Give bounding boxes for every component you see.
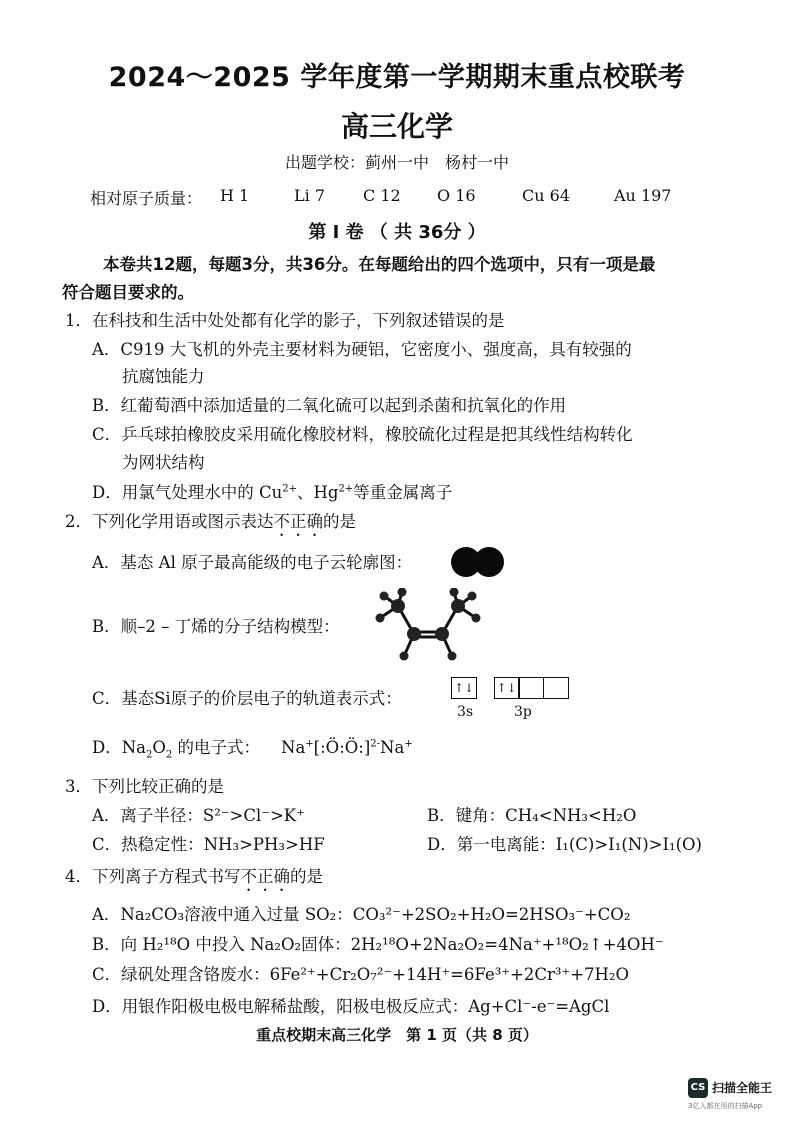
- section-intro-1: 本卷共12题，每题3分，共36分。在每题给出的四个选项中，只有一项是最: [103, 255, 656, 274]
- section-title: 第 I 卷 （ 共 36分 ）: [308, 222, 486, 243]
- q2-option-a: A．基态 Al 原子最高能级的电子云轮廓图：: [92, 553, 413, 572]
- orbital-diagram: [451, 677, 567, 699]
- mass-cu: Cu 64: [522, 186, 570, 205]
- q3-option-d: D．第一电离能：I₁(C)>I₁(N)>I₁(O): [427, 835, 702, 854]
- camscanner-logo-icon: CS: [688, 1078, 708, 1098]
- q1-option-c: C．乒乓球拍橡胶皮采用硫化橡胶材料，橡胶硫化过程是把其线性结构转化: [92, 425, 633, 444]
- q2-stem: 2．下列化学用语或图示表达不正确的是: [65, 512, 356, 531]
- q2-option-b: B．顺–2 – 丁烯的分子结构模型：: [92, 617, 340, 636]
- q2-option-d: D．$Na_2O_2$ 的电子式：: [92, 738, 261, 761]
- mass-c: C 12: [363, 186, 401, 205]
- cis-2-butene-ball-stick-model: [372, 588, 484, 664]
- mass-o: O 16: [437, 186, 476, 205]
- q4-option-c: C．绿矾处理含铬废水：6Fe²⁺+Cr₂O₇²⁻+14H⁺=6Fe³⁺+2Cr³⁺+7H₂O: [92, 965, 630, 984]
- camscanner-name: 扫描全能王: [712, 1081, 773, 1095]
- orbital-3s-label: 3s: [457, 704, 474, 720]
- orbital-3s-box: ↑↓: [451, 677, 477, 699]
- q3-option-c: C．热稳定性：NH₃>PH₃>HF: [92, 835, 325, 854]
- q1-option-d: D．用氯气处理水中的 $Cu^{2+}$、$Hg^{2+}$等重金属离子: [92, 483, 453, 502]
- q3-option-a: A．离子半径：S²⁻>Cl⁻>K⁺: [92, 806, 305, 825]
- q3-option-b: B．键角：CH₄<NH₃<H₂O: [427, 806, 637, 825]
- q1-stem: 1．在科技和生活中处处都有化学的影子，下列叙述错误的是: [65, 311, 505, 330]
- section-intro-2: 符合题目要求的。: [62, 283, 194, 302]
- q2-option-c: C．基态Si原子的价层电子的轨道表示式：: [92, 689, 402, 708]
- orbital-3p-label: 3p: [514, 704, 532, 720]
- q4-stem: 4．下列离子方程式书写不正确的是: [65, 867, 323, 886]
- page-footer: 重点校期末高三化学 第 1 页（共 8 页）: [256, 1026, 538, 1044]
- q1-option-a: A．C919 大飞机的外壳主要材料为硬铝，它密度小、强度高，具有较强的: [92, 340, 632, 359]
- source-schools: 出题学校：蓟州一中 杨村一中: [284, 153, 509, 172]
- q1-option-b: B．红葡萄酒中添加适量的二氧化硫可以起到杀菌和抗氧化的作用: [92, 396, 567, 415]
- q1-option-c-cont: 为网状结构: [122, 453, 205, 472]
- subject-title: 高三化学: [340, 110, 453, 143]
- q3-stem: 3．下列比较正确的是: [65, 777, 224, 796]
- mass-label: 相对原子质量：: [90, 189, 203, 208]
- mass-li: Li 7: [294, 186, 326, 205]
- orbital-3p-box-1: ↑↓: [494, 677, 520, 699]
- q4-option-d: D．用银作阳极电极电解稀盐酸，阳极电极反应式：Ag+Cl⁻-e⁻=AgCl: [92, 997, 610, 1016]
- mass-h: H 1: [220, 186, 250, 205]
- orbital-3p-box-2: [518, 677, 544, 699]
- orbital-3p-box-3: [543, 677, 569, 699]
- exam-title: 2024～2025 学年度第一学期期末重点校联考: [108, 62, 686, 93]
- q4-option-b: B．向 H₂¹⁸O 中投入 Na₂O₂固体：2H₂¹⁸O+2Na₂O₂=4Na⁺+¹⁸O₂↑+4OH⁻: [92, 935, 664, 954]
- p-orbital-dumbbell-image: [450, 544, 506, 580]
- mass-au: Au 197: [614, 186, 672, 205]
- q1-option-a-cont: 抗腐蚀能力: [122, 367, 205, 386]
- q4-option-a: A．Na₂CO₃溶液中通入过量 SO₂：CO₃²⁻+2SO₂+H₂O=2HSO₃⁻+CO₂: [92, 905, 631, 924]
- electron-formula: Na+[:Ö:Ö:]$^{2-}$Na+: [281, 738, 413, 757]
- camscanner-slogan: 3亿人都在用的扫描App: [688, 1102, 763, 1110]
